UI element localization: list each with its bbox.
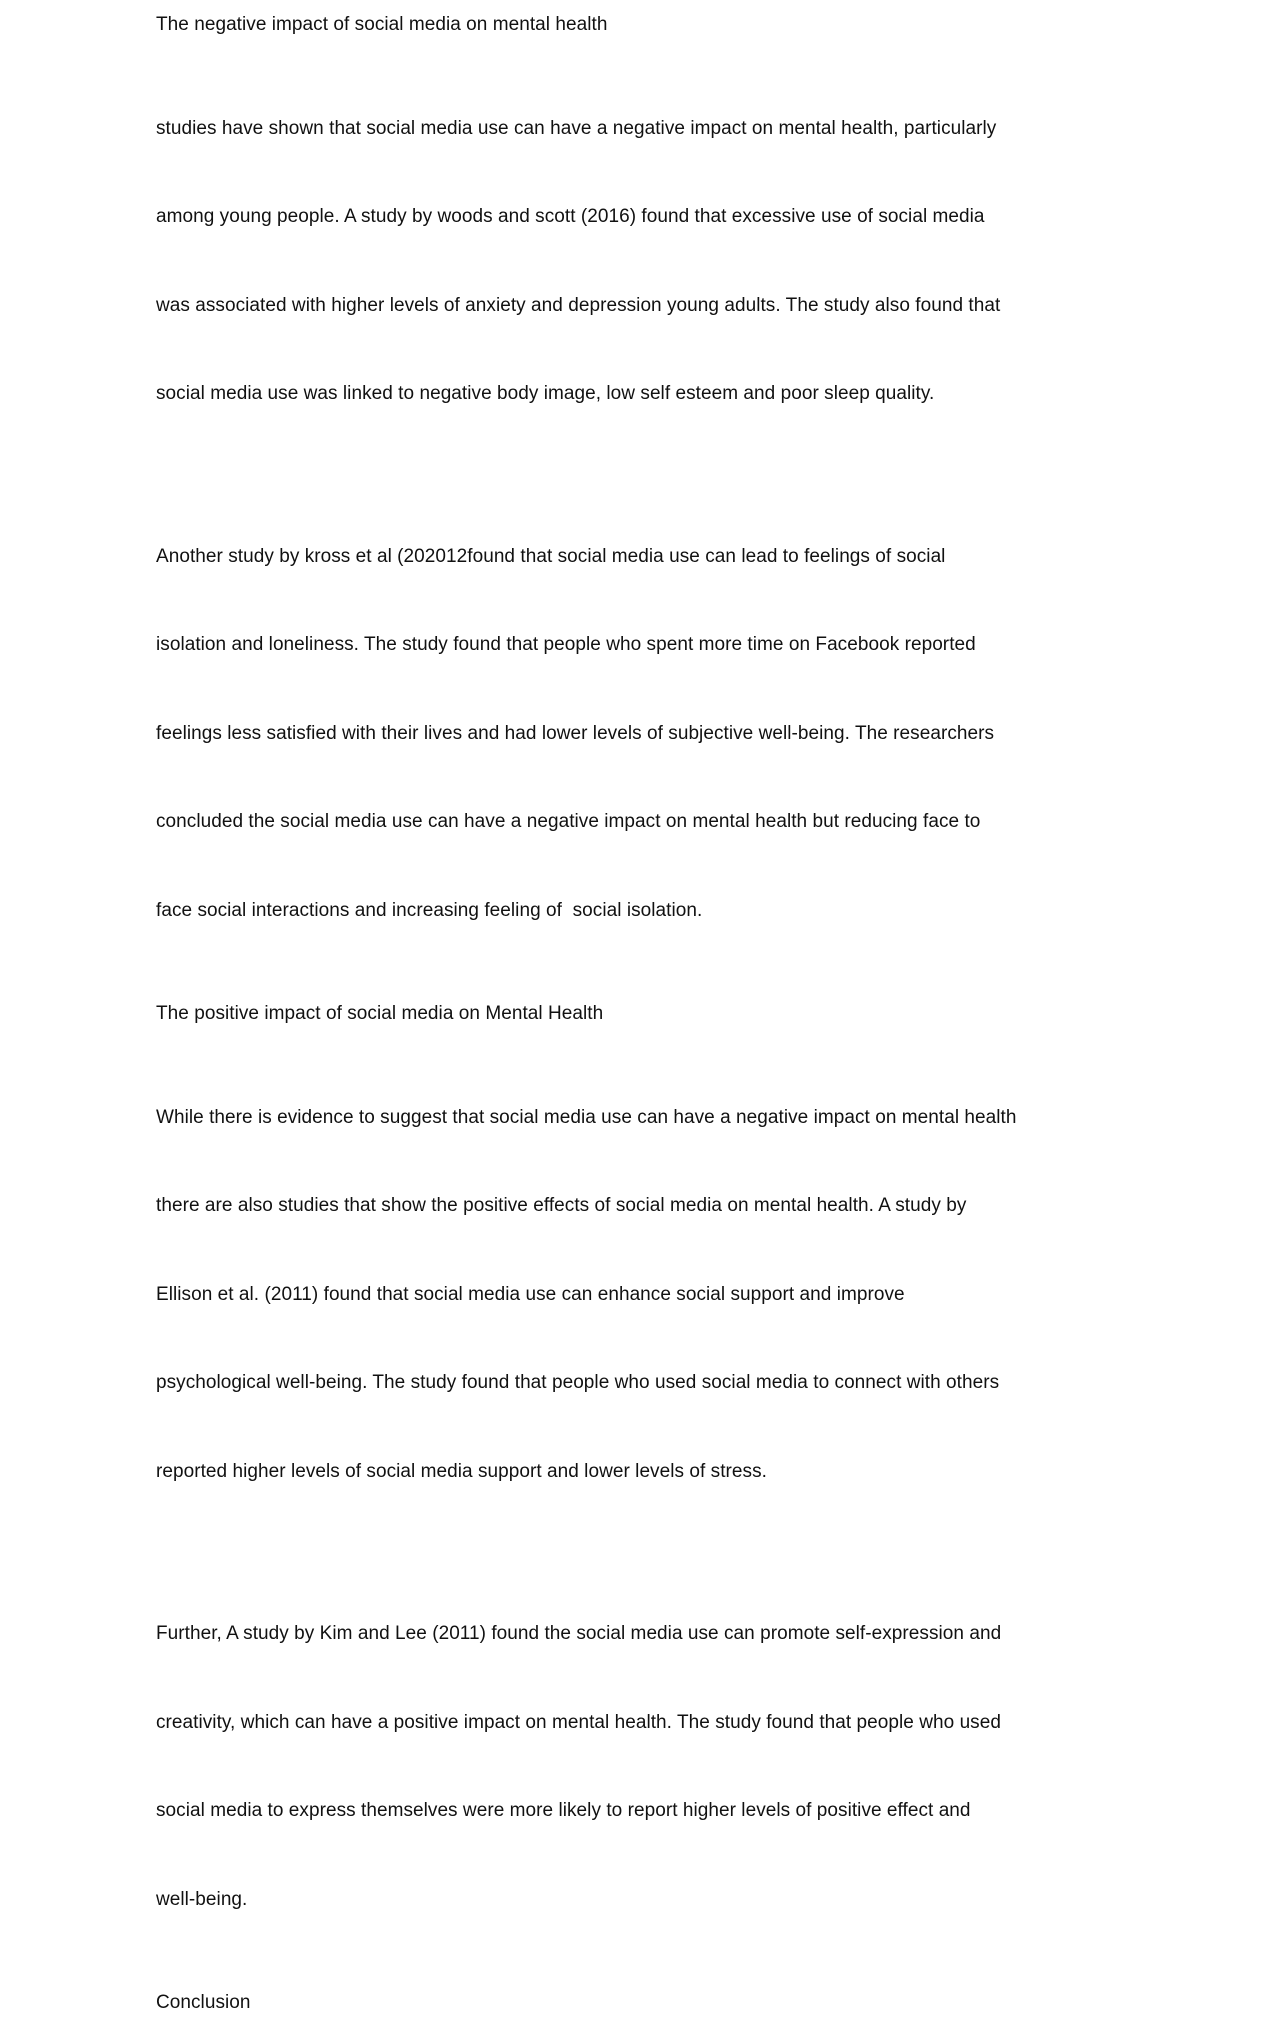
text-line: social media to express themselves were more likely to report higher levels of positive effect and xyxy=(156,1800,971,1821)
text-line: isolation and loneliness. The study found that people who spent more time on Facebook reported xyxy=(156,634,976,655)
text-line: there are also studies that show the positive effects of social media on mental health. A study by xyxy=(156,1195,967,1216)
heading-negative-impact: The negative impact of social media on mental health xyxy=(156,14,608,35)
text-line: among young people. A study by woods and scott (2016) found that excessive use of social media xyxy=(156,206,985,227)
text-line: was associated with higher levels of anxiety and depression young adults. The study also found that xyxy=(156,294,1001,316)
paragraph-negative-studies xyxy=(156,55,1136,468)
paragraph-kim-lee-study xyxy=(156,1560,1136,1973)
text-line: While there is evidence to suggest that social media use can have a negative impact on mental health xyxy=(156,1106,1017,1128)
text-line: reported higher levels of social media support and lower levels of stress. xyxy=(156,1460,767,1482)
text-line: face social interactions and increasing feeling of social isolation. xyxy=(156,899,703,921)
text-line: feelings less satisfied with their lives and had lower levels of subjective well-being. The researchers xyxy=(156,722,995,744)
paragraph-kross-study xyxy=(156,483,1136,985)
text-line: psychological well-being. The study found that people who used social media to connect with others xyxy=(156,1372,1000,1393)
text-line: social media use was linked to negative body image, low self esteem and poor sleep quality. xyxy=(156,383,935,404)
heading-positive-impact: The positive impact of social media on Mental Health xyxy=(156,1003,604,1024)
text-line: well-being. xyxy=(156,1888,248,1910)
text-line: creativity, which can have a positive impact on mental health. The study found that people who used xyxy=(156,1711,1001,1733)
text-line: studies have shown that social media use can have a negative impact on mental health, particularly xyxy=(156,117,997,139)
text-line: Another study by kross et al (202012found that social media use can lead to feelings of social xyxy=(156,545,946,567)
text-line: concluded the social media use can have a negative impact on mental health but reducing face to xyxy=(156,811,981,832)
text-line: Further, A study by Kim and Lee (2011) found the social media use can promote self-expression and xyxy=(156,1623,1002,1644)
document-body xyxy=(156,10,1136,2033)
text-line: Ellison et al. (2011) found that social media use can enhance social support and improve xyxy=(156,1283,905,1305)
heading-conclusion: Conclusion xyxy=(156,1992,251,2013)
paragraph-positive-studies xyxy=(156,1044,1136,1546)
